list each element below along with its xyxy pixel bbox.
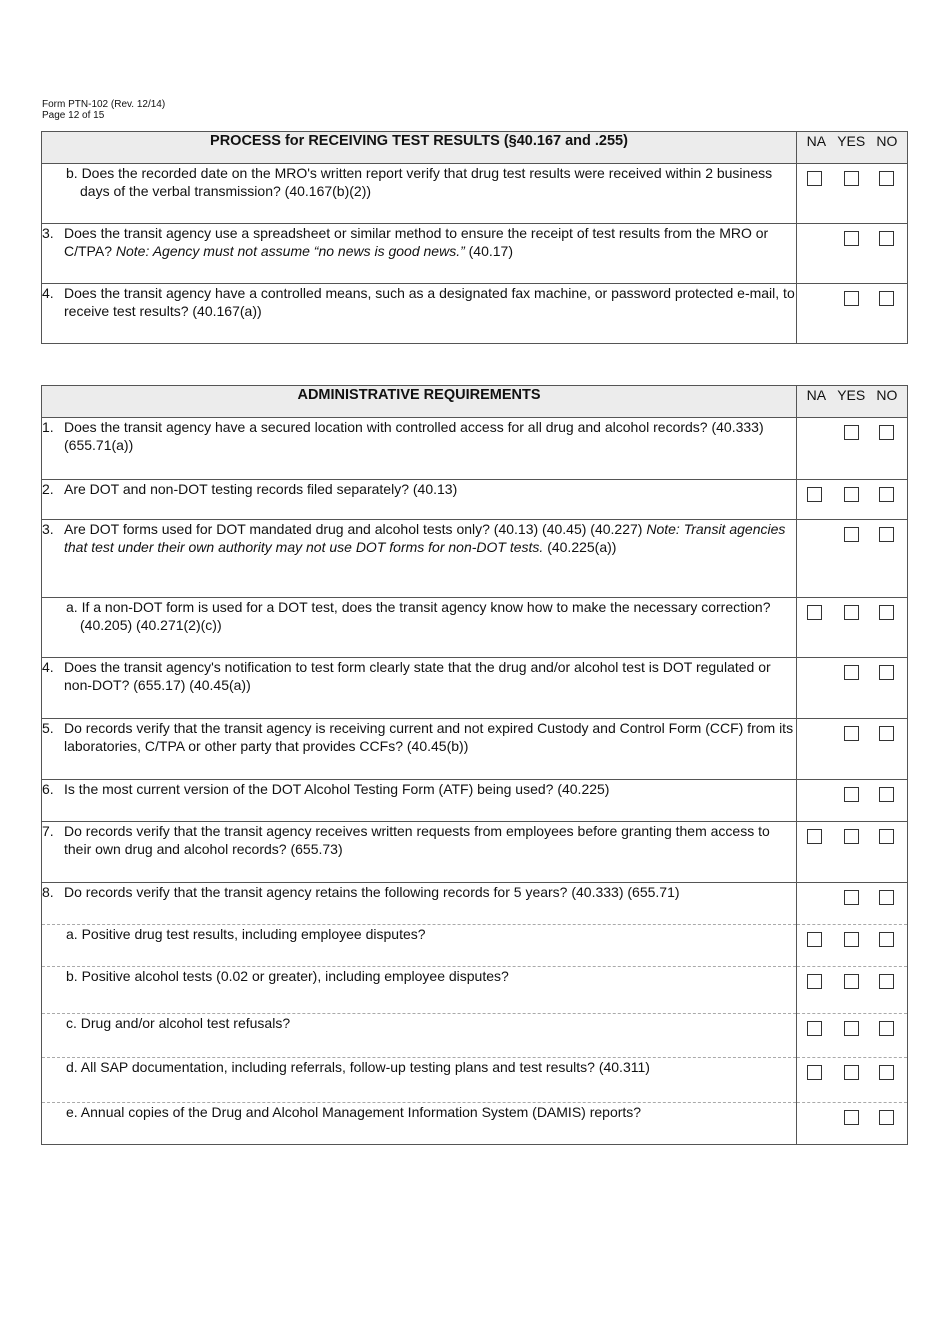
question-row [42, 719, 908, 780]
col-yes: YES [837, 133, 866, 149]
answer-cell [797, 780, 908, 822]
no-checkbox[interactable] [879, 1021, 894, 1036]
question-main-text: d. All SAP documentation, including referrals, follow-up testing plans and test results? (40.311) [66, 1059, 650, 1075]
no-checkbox[interactable] [879, 605, 894, 620]
question-number: 6. [42, 781, 54, 797]
answer-cell [797, 598, 908, 658]
question-number: 1. [42, 419, 54, 435]
question-text [64, 822, 796, 858]
yes-checkbox[interactable] [844, 829, 859, 844]
question-cell [42, 284, 797, 344]
yes-checkbox[interactable] [844, 932, 859, 947]
yes-checkbox[interactable] [844, 665, 859, 680]
question-cell [42, 822, 797, 883]
question-cell [42, 418, 797, 480]
question-cell [42, 598, 797, 658]
question-text [64, 520, 796, 556]
question-text [64, 418, 796, 454]
question-text [64, 480, 796, 498]
answer-cell [797, 719, 908, 780]
question-row [42, 883, 908, 925]
question-row [42, 284, 908, 344]
question-main-text: Do records verify that the transit agency receives written requests from employees before granting them access to their own drug and alcohol records? (655.73) [64, 823, 770, 857]
question-citation: (40.17) [464, 243, 513, 259]
no-checkbox[interactable] [879, 291, 894, 306]
question-cell [42, 224, 797, 284]
question-text [66, 1014, 796, 1032]
na-checkbox[interactable] [807, 974, 822, 989]
question-text [64, 883, 796, 901]
yes-checkbox[interactable] [844, 527, 859, 542]
question-main-text: Are DOT forms used for DOT mandated drug and alcohol tests only? (40.13) (40.45) (40.227) [64, 521, 647, 537]
col-yes: YES [837, 387, 866, 403]
question-text [66, 967, 796, 985]
question-cell [42, 780, 797, 822]
answer-cell [797, 883, 908, 925]
no-checkbox[interactable] [879, 665, 894, 680]
na-checkbox[interactable] [807, 487, 822, 502]
question-cell [42, 658, 797, 719]
question-citation: (40.225(a)) [543, 539, 617, 555]
question-cell [42, 1014, 797, 1058]
question-text [66, 925, 796, 943]
section-title: ADMINISTRATIVE REQUIREMENTS [42, 386, 797, 418]
question-row [42, 658, 908, 719]
question-main-text: Do records verify that the transit agency retains the following records for 5 years? (40.333) (655.71) [64, 884, 680, 900]
question-main-text: c. Drug and/or alcohol test refusals? [66, 1015, 291, 1031]
form-header [42, 99, 165, 121]
question-cell [42, 1103, 797, 1145]
question-number: 3. [42, 521, 54, 537]
yes-checkbox[interactable] [844, 726, 859, 741]
question-row [42, 418, 908, 480]
question-main-text: Does the transit agency use a spreadsheet or similar method to ensure the receipt of test results from the MRO or C/TPA? [64, 225, 769, 259]
yes-checkbox[interactable] [844, 787, 859, 802]
question-text [64, 780, 796, 798]
no-checkbox[interactable] [879, 829, 894, 844]
question-main-text: Does the transit agency have a controlled means, such as a designated fax machine, or password protected e-mail, to receive test results? (40.167(a)) [64, 285, 795, 319]
question-cell [42, 719, 797, 780]
no-checkbox[interactable] [879, 726, 894, 741]
na-checkbox[interactable] [807, 605, 822, 620]
question-cell [42, 520, 797, 598]
question-main-text: Is the most current version of the DOT Alcohol Testing Form (ATF) being used? (40.225) [64, 781, 610, 797]
question-text [66, 1058, 796, 1076]
question-row [42, 480, 908, 520]
question-number: 8. [42, 884, 54, 900]
no-checkbox[interactable] [879, 231, 894, 246]
na-checkbox[interactable] [807, 171, 822, 186]
answer-cell [797, 224, 908, 284]
answer-cell [797, 967, 908, 1014]
question-number: 7. [42, 823, 54, 839]
question-row [42, 1014, 908, 1058]
na-checkbox[interactable] [807, 932, 822, 947]
no-checkbox[interactable] [879, 974, 894, 989]
question-text [64, 719, 796, 755]
no-checkbox[interactable] [879, 1065, 894, 1080]
yes-checkbox[interactable] [844, 605, 859, 620]
question-text [64, 224, 796, 260]
yes-checkbox[interactable] [844, 291, 859, 306]
col-no: NO [876, 133, 898, 149]
yes-checkbox[interactable] [844, 890, 859, 905]
answer-cell [797, 925, 908, 967]
question-main-text: a. Positive drug test results, including employee disputes? [66, 926, 426, 942]
no-checkbox[interactable] [879, 425, 894, 440]
answer-cell [797, 1058, 908, 1103]
question-text [66, 598, 796, 634]
col-no: NO [876, 387, 898, 403]
question-row [42, 780, 908, 822]
question-row [42, 822, 908, 883]
question-row [42, 1058, 908, 1103]
section-title: PROCESS for RECEIVING TEST RESULTS (§40.167 and .255) [42, 132, 797, 164]
col-na: NA [806, 133, 827, 149]
yes-checkbox[interactable] [844, 1110, 859, 1125]
question-main-text: b. Positive alcohol tests (0.02 or greater), including employee disputes? [66, 968, 509, 984]
question-row [42, 598, 908, 658]
question-note: Note: Transit agencies that test under their own authority may not use DOT forms for non-DOT tests. [64, 521, 786, 555]
answer-cell [797, 164, 908, 224]
question-row [42, 520, 908, 598]
yes-checkbox[interactable] [844, 171, 859, 186]
question-cell [42, 925, 797, 967]
answer-cell [797, 284, 908, 344]
question-text [64, 284, 796, 320]
question-row [42, 224, 908, 284]
question-main-text: Does the transit agency have a secured location with controlled access for all drug and alcohol records? (40.333) (655.71(a)) [64, 419, 764, 453]
question-number: 4. [42, 659, 54, 675]
na-checkbox[interactable] [807, 1065, 822, 1080]
no-checkbox[interactable] [879, 890, 894, 905]
question-cell [42, 883, 797, 925]
question-main-text: b. Does the recorded date on the MRO's written report verify that drug test results were received within 2 business days of the verbal transmission? (40.167(b)(2)) [66, 165, 773, 199]
answer-cell [797, 418, 908, 480]
question-main-text: e. Annual copies of the Drug and Alcohol Management Information System (DAMIS) reports? [66, 1104, 642, 1120]
question-cell [42, 480, 797, 520]
question-text [66, 1103, 796, 1121]
no-checkbox[interactable] [879, 932, 894, 947]
question-main-text: Do records verify that the transit agency is receiving current and not expired Custody and Control Form (CCF) from its laboratories, C/TPA or other party that provides CCFs? (40.45(b)) [64, 720, 794, 754]
answer-cell [797, 1103, 908, 1145]
question-number: 2. [42, 481, 54, 497]
yes-checkbox[interactable] [844, 1021, 859, 1036]
na-checkbox[interactable] [807, 829, 822, 844]
na-checkbox[interactable] [807, 1021, 822, 1036]
page-number: Page 12 of 15 [42, 110, 105, 121]
question-main-text: Are DOT and non-DOT testing records filed separately? (40.13) [64, 481, 458, 497]
question-cell [42, 164, 797, 224]
question-main-text: Does the transit agency's notification to test form clearly state that the drug and/or alcohol test is DOT regulated or non-DOT? (655.17) (40.45(a)) [64, 659, 771, 693]
yes-checkbox[interactable] [844, 487, 859, 502]
question-number: 4. [42, 285, 54, 301]
no-checkbox[interactable] [879, 527, 894, 542]
question-main-text: a. If a non-DOT form is used for a DOT test, does the transit agency know how to make the necessary correction? (40.205) (40.271(2)(c)) [66, 599, 771, 633]
question-number: 5. [42, 720, 54, 736]
no-checkbox[interactable] [879, 1110, 894, 1125]
column-headers [797, 386, 908, 418]
question-cell [42, 1058, 797, 1103]
answer-cell [797, 822, 908, 883]
answer-cell [797, 480, 908, 520]
question-text [66, 164, 796, 200]
no-checkbox[interactable] [879, 171, 894, 186]
question-row [42, 164, 908, 224]
answer-cell [797, 658, 908, 719]
form-id: Form PTN-102 (Rev. 12/14) [42, 99, 166, 110]
yes-checkbox[interactable] [844, 1065, 859, 1080]
no-checkbox[interactable] [879, 487, 894, 502]
section-test-results [41, 131, 908, 344]
answer-cell [797, 520, 908, 598]
column-headers [797, 132, 908, 164]
yes-checkbox[interactable] [844, 231, 859, 246]
question-row [42, 1103, 908, 1145]
question-note: Note: Agency must not assume “no news is good news.” [115, 243, 465, 259]
question-number: 3. [42, 225, 54, 241]
question-row [42, 967, 908, 1014]
question-cell [42, 967, 797, 1014]
question-text [64, 658, 796, 694]
col-na: NA [806, 387, 827, 403]
yes-checkbox[interactable] [844, 425, 859, 440]
yes-checkbox[interactable] [844, 974, 859, 989]
question-row [42, 925, 908, 967]
no-checkbox[interactable] [879, 787, 894, 802]
answer-cell [797, 1014, 908, 1058]
section-admin-requirements [41, 385, 908, 1145]
